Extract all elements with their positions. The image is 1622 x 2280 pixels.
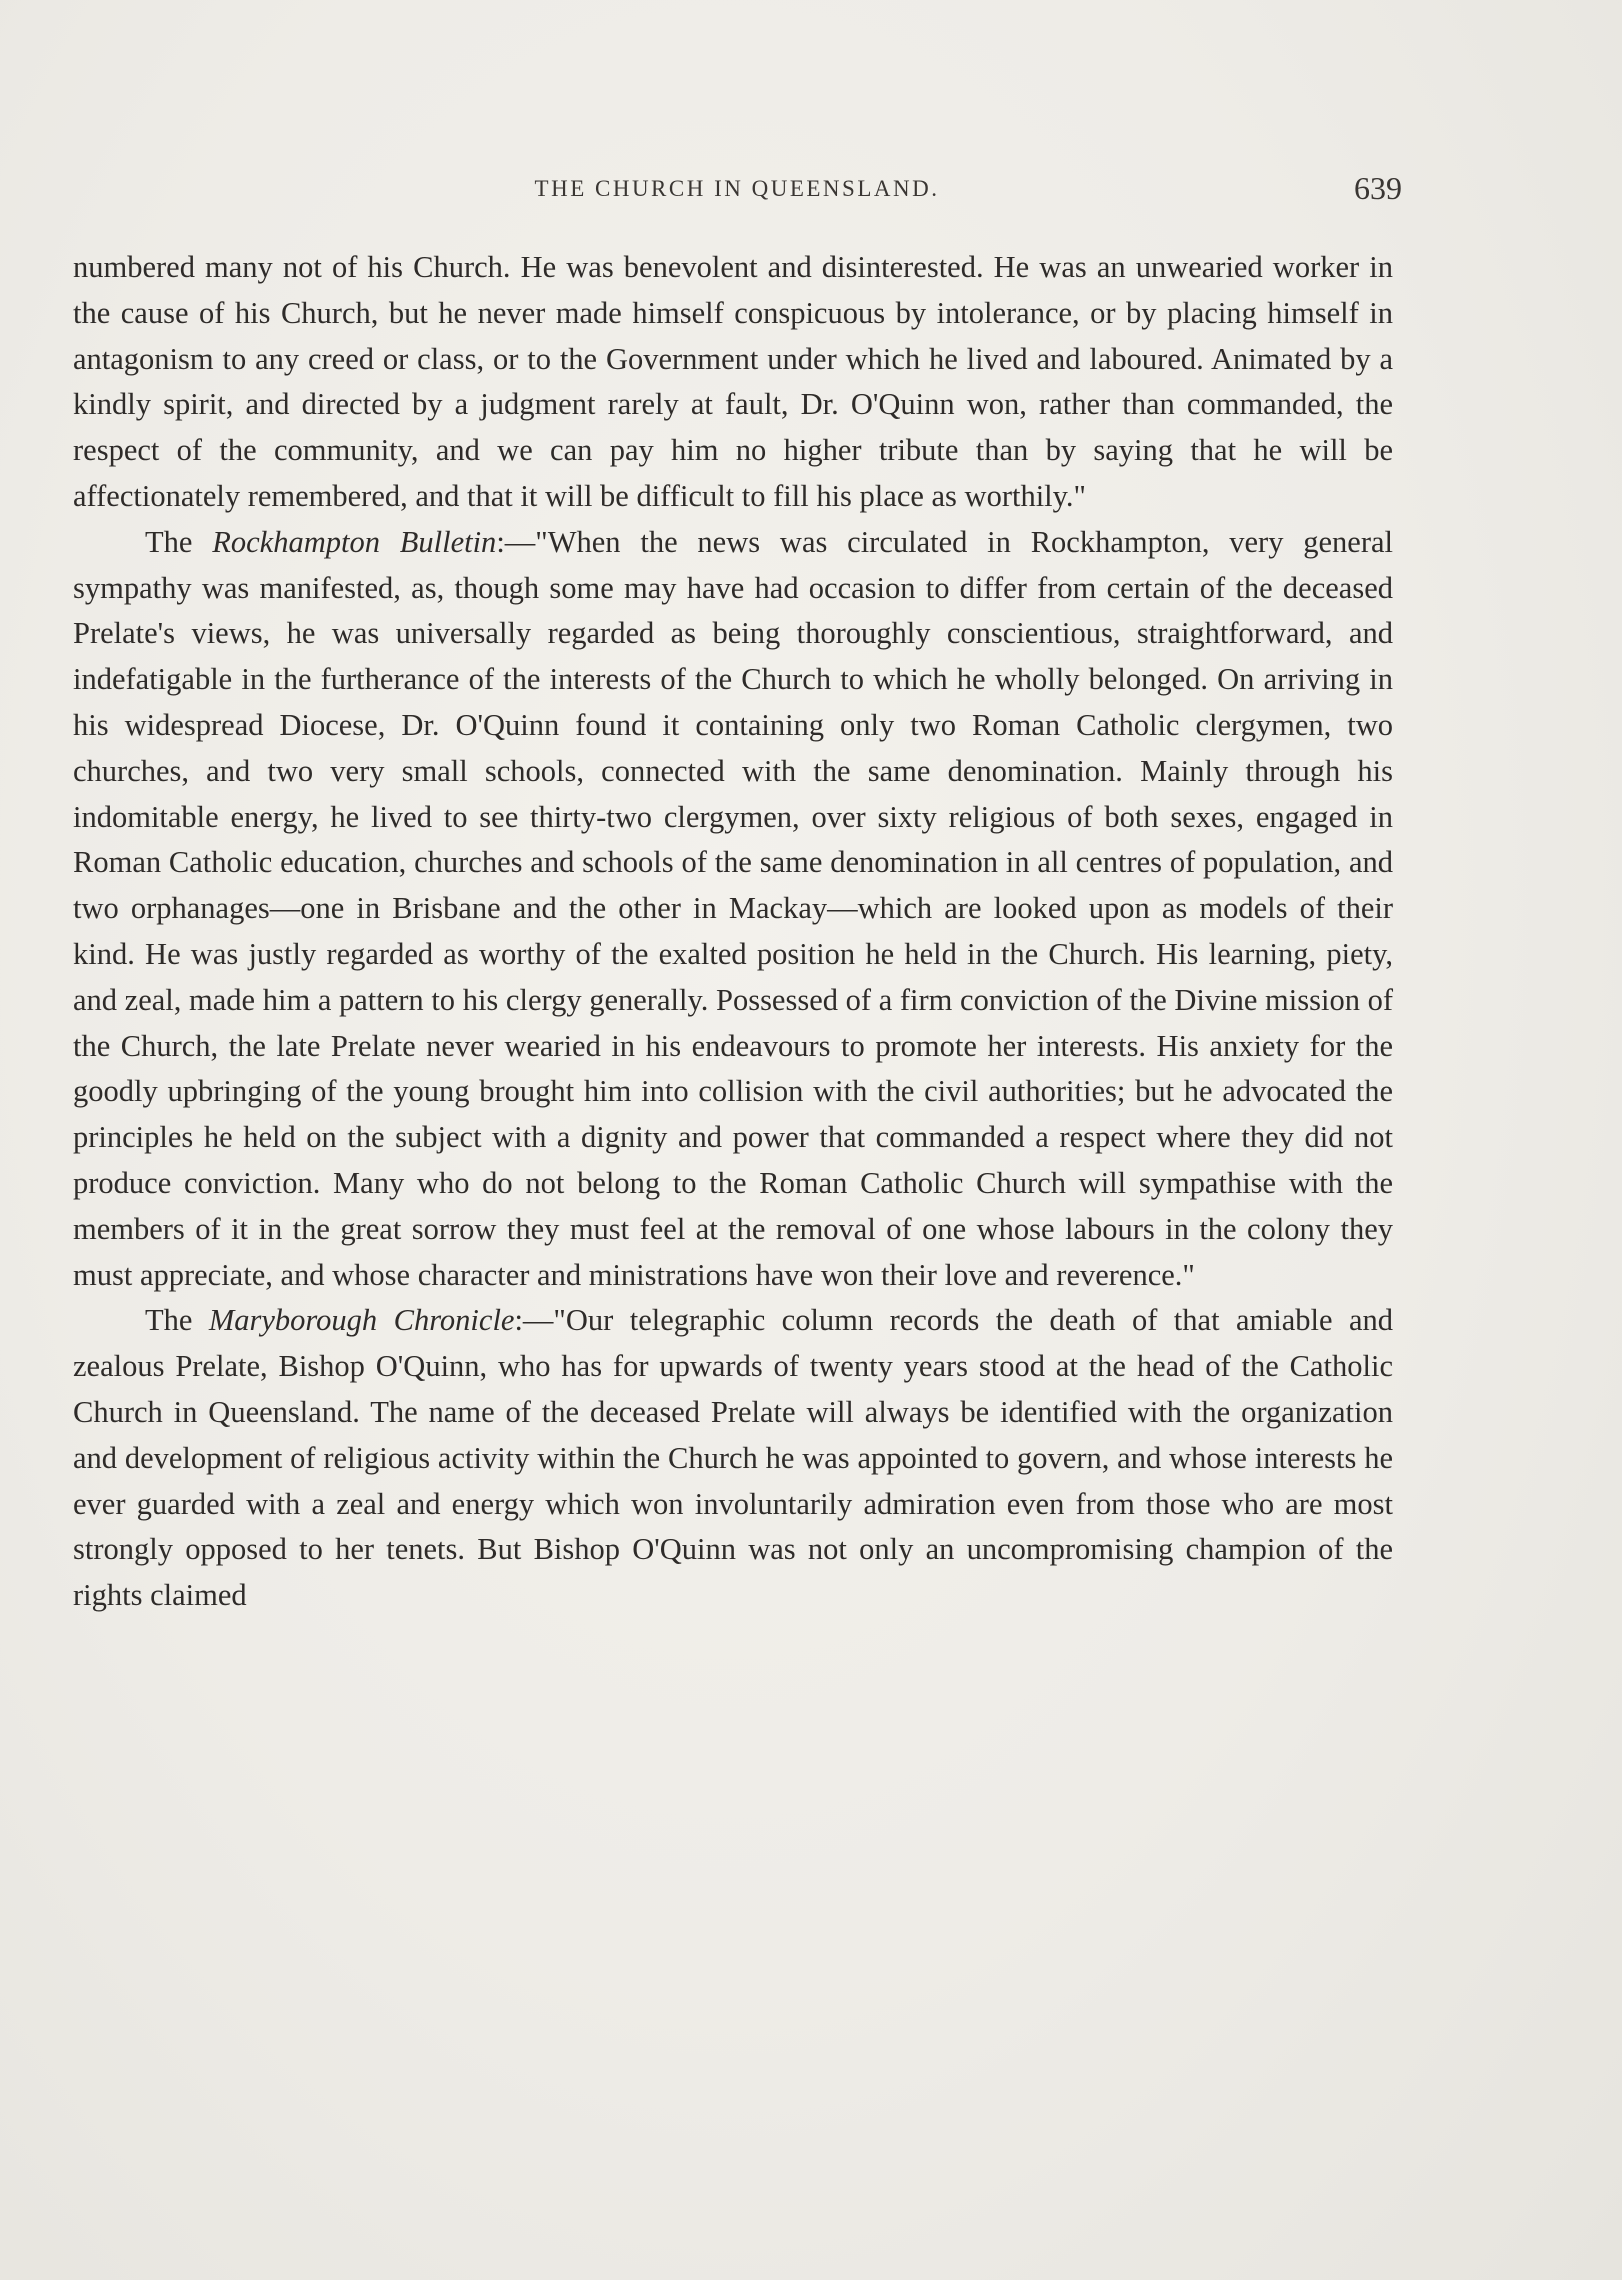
paragraph-lead: The <box>145 524 213 559</box>
paragraph-rockhampton-bulletin <box>73 520 1393 1299</box>
running-head: THE CHURCH IN QUEENSLAND. <box>534 176 940 201</box>
paragraph-text: numbered many not of his Church. He was benevolent and disinterested. He was an unwearied worker in the cause of his Church, but he never made himself conspicuous by intolerance, or by placing himself in antagonism to any creed or class, or to the Government under which he lived and laboured. Animated by a kindly spirit, and directed by a judgment rarely at fault, Dr. O'Quinn won, rather than commanded, the respect of the community, and we can pay him no higher tribute than by saying that he will be affectionately remembered, and that it will be difficult to fill his place as worthily." <box>73 250 1393 513</box>
page-number: 639 <box>1354 170 1402 206</box>
paragraph-maryborough-chronicle <box>73 1298 1393 1619</box>
page-header <box>72 170 1402 210</box>
paragraph-lead: The <box>145 1303 209 1338</box>
newspaper-title: Rockhampton Bulletin <box>212 524 497 559</box>
newspaper-title: Maryborough Chronicle <box>208 1303 515 1338</box>
paragraph-continuation <box>73 245 1393 520</box>
paragraph-text: :—"Our telegraphic column records the death of that amiable and zealous Prelate, Bishop O'Quinn, who has for upwards of twenty years stood at the head of the Catholic Church in Queensland. The name of the deceased Prelate will always be identified with the organization and development of religious activity within the Church he was appointed to govern, and whose interests he ever guarded with a zeal and energy which won involuntarily admiration even from those who are most strongly opposed to her tenets. But Bishop O'Quinn was not only an uncompromising champion of the rights claimed <box>73 1303 1393 1613</box>
page-body <box>73 245 1393 1619</box>
paragraph-text: :—"When the news was circulated in Rockhampton, very general sympathy was manifested, as, though some may have had occasion to differ from certain of the deceased Prelate's views, he was universally regarded as being thoroughly conscientious, straightforward, and indefatigable in the furtherance of the interests of the Church to which he wholly belonged. On arriving in his widespread Diocese, Dr. O'Quinn found it containing only two Roman Catholic clergymen, two churches, and two very small schools, connected with the same denomination. Mainly through his indomitable energy, he lived to see thirty-two clergymen, over sixty religious of both sexes, engaged in Roman Catholic education, churches and schools of the same denomination in all centres of population, and two orphanages—one in Brisbane and the other in Mackay—which are looked upon as models of their kind. He was justly regarded as worthy of the exalted position he held in the Church. His learning, piety, and zeal, made him a pattern to his clergy generally. Possessed of a firm conviction of the Divine mission of the Church, the late Prelate never wearied in his endeavours to promote her interests. His anxiety for the goodly upbringing of the young brought him into collision with the civil authorities; but he advocated the principles he held on the subject with a dignity and power that commanded a respect where they did not produce conviction. Many who do not belong to the Roman Catholic Church will sympathise with the members of it in the great sorrow they must feel at the removal of one whose labours in the colony they must appreciate, and whose character and ministrations have won their love and reverence." <box>73 524 1393 1292</box>
